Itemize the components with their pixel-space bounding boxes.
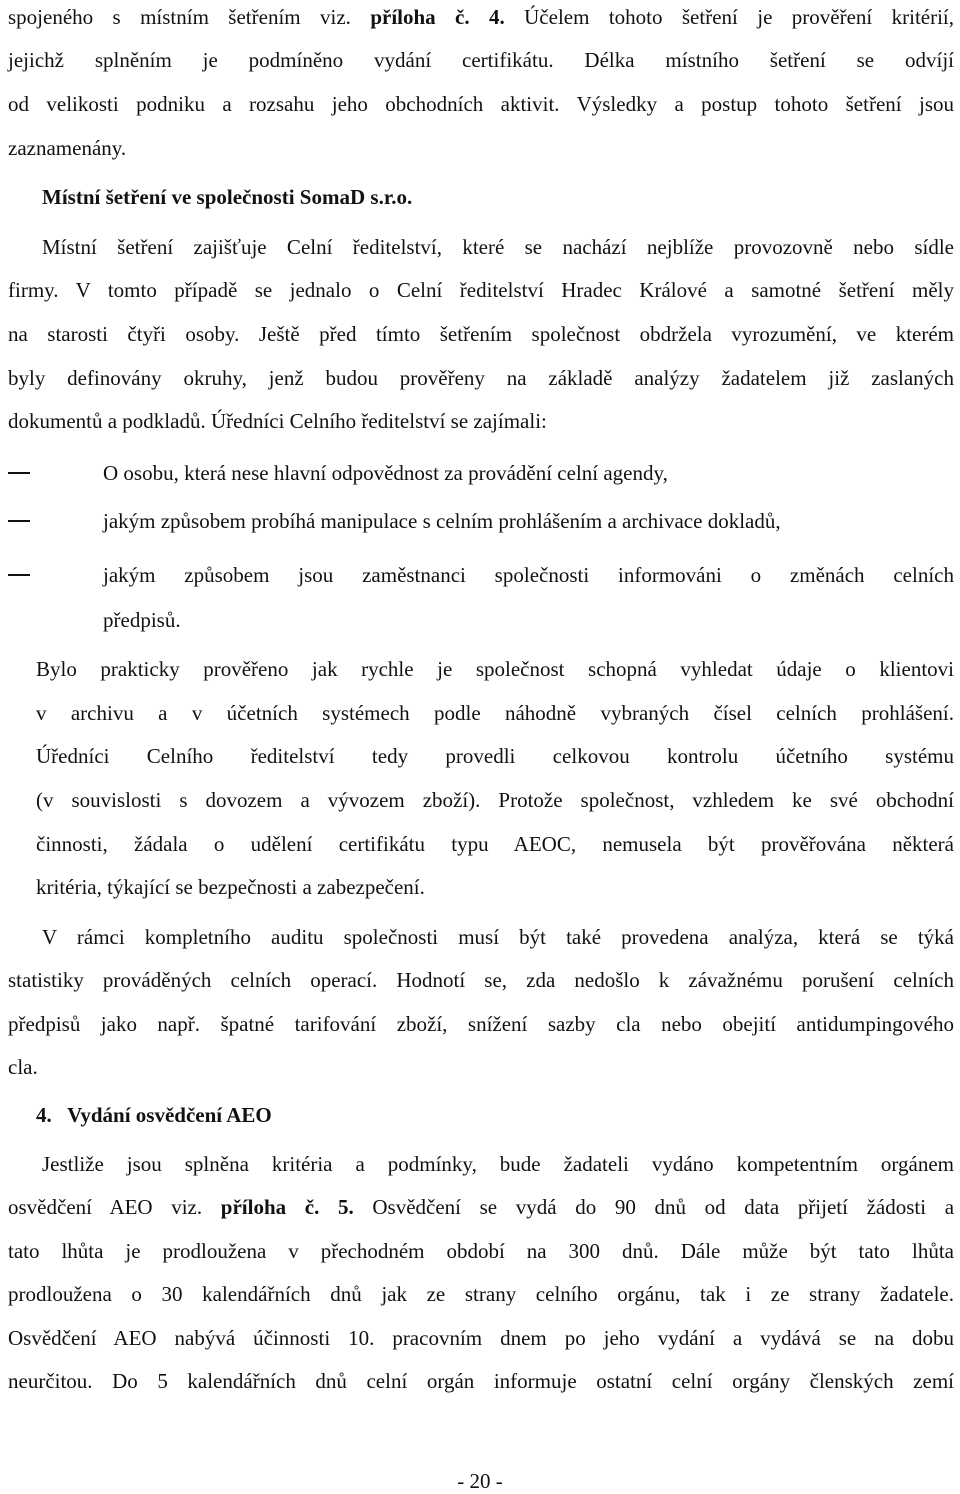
- annex-reference: příloha č. 5.: [220, 1195, 354, 1219]
- text-line: tato lhůta je prodloužena v přechodném období na 300 dnů. Dále může být tato lhůta: [8, 1239, 954, 1263]
- subheading: Místní šetření ve společnosti SomaD s.r.o.: [42, 185, 413, 209]
- text-line: V rámci kompletního auditu společnosti musí být také provedena analýza, která se týká: [42, 925, 954, 949]
- text-line: prodloužena o 30 kalendářních dnů jak ze strany celního orgánu, tak i ze strany žadatele.: [8, 1282, 954, 1306]
- text-line: Úředníci Celního ředitelství tedy provedli celkovou kontrolu účetního systému: [36, 744, 954, 768]
- text-line: předpisů jako např. špatné tarifování zboží, snížení sazby cla nebo obejití antidumpingového: [8, 1012, 954, 1036]
- text-line: Bylo prakticky prověřeno jak rychle je společnost schopná vyhledat údaje o klientovi: [36, 657, 954, 681]
- annex-reference: příloha č. 4.: [370, 5, 505, 29]
- dash-bullet: [8, 472, 30, 474]
- text-line: (v souvislosti s dovozem a vývozem zboží). Protože společnost, vzhledem ke své obchodní: [36, 788, 954, 812]
- text-line: činnosti, žádala o udělení certifikátu typu AEOC, nemusela být prověřována některá: [36, 832, 954, 856]
- text-span: Osvědčení se vydá do 90 dnů od data přijetí žádosti a: [372, 1195, 955, 1219]
- list-item: jakým způsobem probíhá manipulace s celním prohlášením a archivace dokladů,: [103, 509, 781, 533]
- text-line: Jestliže jsou splněna kritéria a podmínky, bude žadateli vydáno kompetentním orgánem: [42, 1152, 954, 1176]
- text-line: statistiky prováděných celních operací. Hodnotí se, zda nedošlo k závažnému porušení celních: [8, 968, 954, 992]
- text-line: dokumentů a podkladů. Úředníci Celního ředitelství se zajímali:: [8, 409, 547, 433]
- section-heading: 4. Vydání osvědčení AEO: [36, 1103, 272, 1127]
- page-number: - 20 -: [457, 1469, 503, 1493]
- text-span: osvědčení AEO viz.: [8, 1195, 203, 1219]
- list-item: O osobu, která nese hlavní odpovědnost za provádění celní agendy,: [103, 461, 668, 485]
- list-item: jakým způsobem jsou zaměstnanci společnosti informováni o změnách celních: [103, 563, 954, 587]
- text-line: zaznamenány.: [8, 136, 127, 160]
- text-line: firmy. V tomto případě se jednalo o Celní ředitelství Hradec Králové a samotné šetření měly: [8, 278, 954, 302]
- dash-bullet: [8, 520, 30, 522]
- text-line: v archivu a v účetních systémech podle náhodně vybraných čísel celních prohlášení.: [36, 701, 954, 725]
- text-line: na starosti čtyři osoby. Ještě před tímto šetřením společnost obdržela vyrozumění, ve kterém: [8, 322, 954, 346]
- text-line: byly definovány okruhy, jenž budou prověřeny na základě analýzy žadatelem již zaslaných: [8, 366, 954, 390]
- text-line: neurčitou. Do 5 kalendářních dnů celní orgán informuje ostatní celní orgány členských zemí: [8, 1369, 954, 1393]
- dash-bullet: [8, 574, 30, 576]
- text-line: [8, 1194, 954, 1220]
- text-span: spojeného s místním šetřením viz.: [8, 5, 351, 29]
- text-line: kritéria, týkající se bezpečnosti a zabezpečení.: [36, 875, 425, 899]
- text-line: [8, 4, 954, 30]
- text-span: Účelem tohoto šetření je prověření kritérií,: [524, 5, 955, 29]
- text-line: Místní šetření zajišťuje Celní ředitelství, které se nachází nejblíže provozovně nebo sídle: [42, 235, 954, 259]
- text-line: cla.: [8, 1055, 38, 1079]
- text-line: Osvědčení AEO nabývá účinnosti 10. pracovním dnem po jeho vydání a vydává se na dobu: [8, 1326, 954, 1350]
- list-item-continuation: předpisů.: [103, 608, 181, 632]
- text-line: od velikosti podniku a rozsahu jeho obchodních aktivit. Výsledky a postup tohoto šetření jsou: [8, 92, 954, 116]
- text-line: jejichž splněním je podmíněno vydání certifikátu. Délka místního šetření se odvíjí: [8, 48, 954, 72]
